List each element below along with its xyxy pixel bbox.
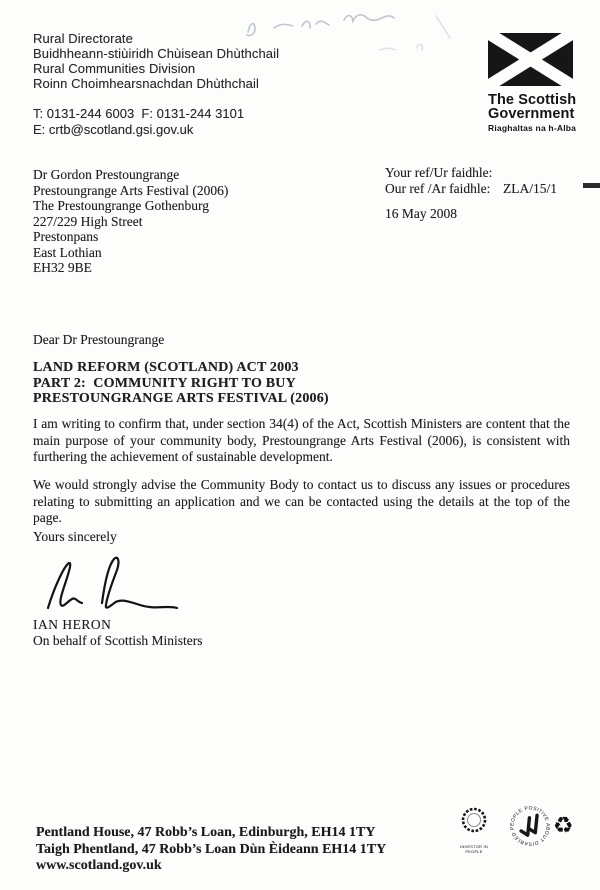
subject-heading — [33, 360, 329, 407]
signatory-name: IAN HERON — [33, 617, 112, 632]
our-ref-label: Our ref /Ar faidhle: — [385, 181, 491, 196]
recipient-line: Dr Gordon Prestoungrange — [33, 167, 180, 182]
department-line: Roinn Choimhearsnachdan Dhùthchail — [33, 76, 259, 91]
signatory-role: On behalf of Scottish Ministers — [33, 633, 203, 648]
logo-title-line1: The Scottish — [488, 92, 577, 108]
handwritten-signature — [36, 546, 186, 621]
recipient-address-block — [33, 167, 228, 276]
reference-block — [385, 165, 557, 197]
recipient-line: EH32 9BE — [33, 260, 92, 275]
email-line: E: crtb@scotland.gsi.gov.uk — [33, 122, 194, 137]
phone-fax-line: T: 0131-244 6003 F: 0131-244 3101 — [33, 106, 245, 121]
saltire-flag-icon — [488, 33, 573, 86]
recycle-icon: ♻ — [553, 813, 574, 839]
your-ref-label: Your ref/Ur faidhle: — [385, 165, 493, 180]
footer-address-block — [36, 824, 386, 874]
scan-artifact-mark — [583, 183, 600, 188]
recipient-line: Prestoungrange Arts Festival (2006) — [33, 182, 229, 198]
valediction: Yours sincerely — [33, 529, 117, 544]
investor-in-people-icon — [455, 806, 493, 854]
letterhead-contact-block — [33, 106, 244, 138]
recipient-line: Prestonpans — [33, 229, 99, 244]
recipient-line: 227/229 High Street — [33, 213, 143, 229]
subject-line: PART 2: COMMUNITY RIGHT TO BUY — [33, 375, 296, 391]
subject-line: LAND REFORM (SCOTLAND) ACT 2003 — [33, 360, 299, 375]
our-ref-value: ZLA/15/1 — [503, 181, 557, 196]
positive-about-disabled-people-icon — [508, 804, 552, 853]
footer-address-gd: Taigh Phentland, 47 Robb’s Loan Dùn Èideann EH14 1TY — [36, 842, 387, 857]
positive-badge-circular-text: POSITIVE ABOUT DISABLED PEOPLE — [509, 805, 551, 847]
department-line: Rural Directorate — [33, 31, 133, 46]
recipient-line: East Lothian — [33, 244, 102, 260]
recipient-line: The Prestoungrange Gothenburg — [33, 198, 209, 213]
investor-in-people-caption: INVESTOR IN PEOPLE — [460, 844, 488, 854]
footer-address-en: Pentland House, 47 Robb’s Loan, Edinburgh, EH14 1TY — [36, 825, 376, 840]
salutation: Dear Dr Prestoungrange — [33, 332, 165, 347]
logo-title-line2: Government — [488, 105, 575, 122]
letter-date: 16 May 2008 — [385, 206, 457, 221]
department-line: Rural Communities Division — [33, 61, 196, 76]
logo-subtitle: Riaghaltas na h-Alba — [488, 123, 577, 133]
subject-line: PRESTOUNGRANGE ARTS FESTIVAL (2006) — [33, 391, 329, 406]
footer-website: www.scotland.gov.uk — [36, 858, 162, 873]
scottish-government-logo — [488, 33, 583, 133]
body-paragraph-2: We would strongly advise the Community Body to contact us to discuss any issues or procedures relating to submitting an application and we can be contacted using the details at the top of the page. — [33, 477, 570, 525]
body-paragraph-1: I am writing to confirm that, under section 34(4) of the Act, Scottish Ministers are content that the main purpose of your community body, Prestoungrange Arts Festival (2006), is consistent with furthering the achievement of sustainable development. — [33, 416, 570, 464]
department-line: Buidhheann-stiùiridh Chùisean Dhùthchail — [33, 46, 280, 61]
letterhead-department-block — [33, 31, 279, 91]
